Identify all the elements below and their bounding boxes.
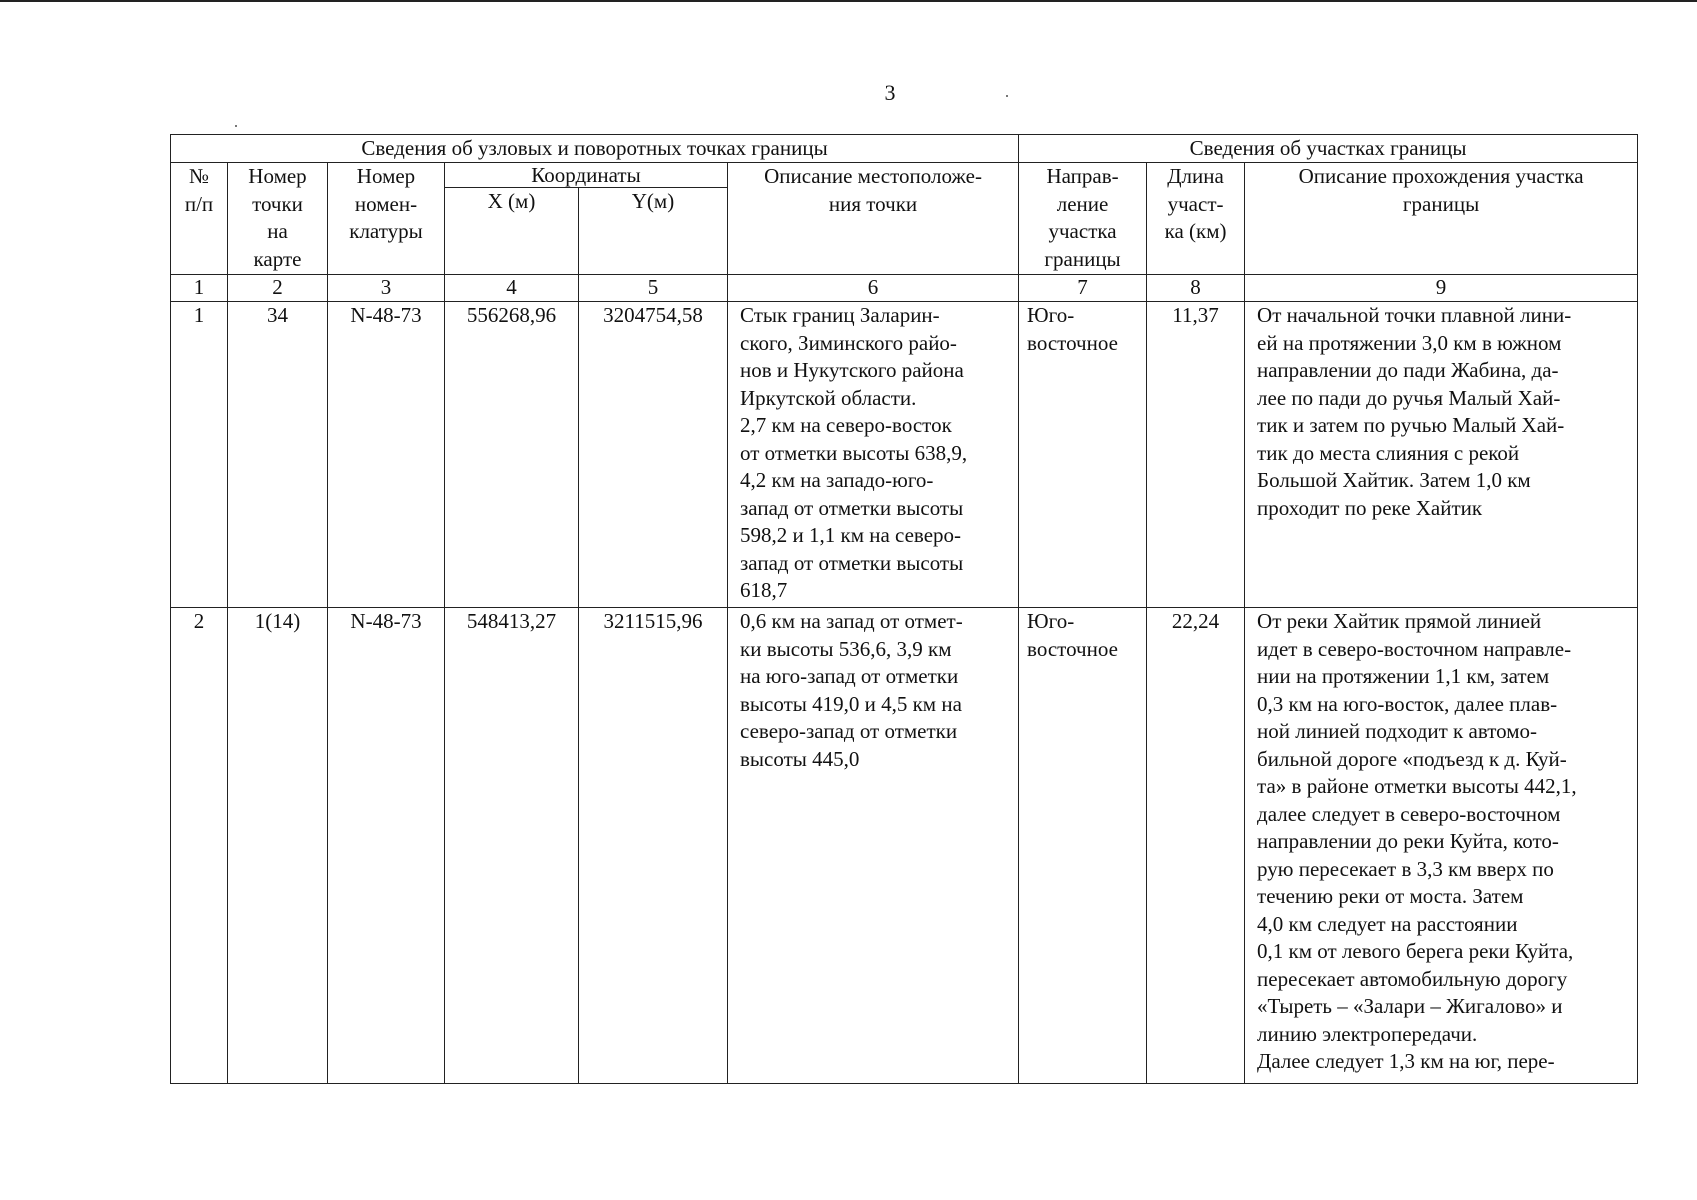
header-section-description: Описание прохождения участка границы <box>1245 163 1638 275</box>
coordinate-x: 556268,96 <box>445 302 579 608</box>
direction: Юго- восточное <box>1019 608 1147 1084</box>
table-row <box>171 302 1638 608</box>
row-index: 1 <box>171 302 228 608</box>
row-index: 2 <box>171 608 228 1084</box>
column-number: 5 <box>579 275 728 302</box>
header-coordinates: Координаты <box>445 163 728 188</box>
scan-speck <box>235 125 237 127</box>
column-number: 2 <box>228 275 328 302</box>
table-row <box>171 608 1638 1084</box>
header-x: X (м) <box>445 188 579 275</box>
coordinate-x: 548413,27 <box>445 608 579 1084</box>
column-number: 3 <box>328 275 445 302</box>
coordinate-y: 3204754,58 <box>579 302 728 608</box>
header-point-number: Номер точки на карте <box>228 163 328 275</box>
header-length: Длина участ- ка (км) <box>1147 163 1245 275</box>
direction: Юго- восточное <box>1019 302 1147 608</box>
group-header-sections: Сведения об участках границы <box>1019 135 1638 163</box>
column-number: 4 <box>445 275 579 302</box>
scan-speck <box>1006 95 1008 97</box>
point-number: 1(14) <box>228 608 328 1084</box>
coordinate-y: 3211515,96 <box>579 608 728 1084</box>
nomenclature: N-48-73 <box>328 302 445 608</box>
header-point-description: Описание местоположе- ния точки <box>728 163 1019 275</box>
top-border-line <box>0 0 1697 2</box>
column-number: 9 <box>1245 275 1638 302</box>
point-number: 34 <box>228 302 328 608</box>
column-number: 6 <box>728 275 1019 302</box>
point-description: Стык границ Заларин- ского, Зиминского райо- нов и Нукутского района Иркутской области. 2,7 км на северо-восток от отметки высоты 638,9, 4,2 км на западо-юго- запад от отметки высоты 598,2 и 1,1 км на северо- запад от отметки высоты 618,7 <box>728 302 1019 608</box>
header-direction: Направ- ление участка границы <box>1019 163 1147 275</box>
group-header-row <box>171 135 1638 163</box>
group-header-points: Сведения об узловых и поворотных точках границы <box>171 135 1019 163</box>
section-length: 22,24 <box>1147 608 1245 1084</box>
boundary-table <box>170 134 1638 1084</box>
column-number: 7 <box>1019 275 1147 302</box>
column-header-row <box>171 163 1638 188</box>
section-description: От начальной точки плавной лини- ей на протяжении 3,0 км в южном направлении до пади Жабина, да- лее по пади до ручья Малый Хай- тик и затем по ручью Малый Хай- тик до места слияния с рекой Большой Хайтик. Затем 1,0 км проходит по реке Хайтик <box>1245 302 1638 608</box>
header-nomenclature: Номер номен- клатуры <box>328 163 445 275</box>
column-number: 1 <box>171 275 228 302</box>
column-number: 8 <box>1147 275 1245 302</box>
page-number: 3 <box>884 80 896 105</box>
point-description: 0,6 км на запад от отмет- ки высоты 536,6, 3,9 км на юго-запад от отметки высоты 419,0 и 4,5 км на северо-запад от отметки высоты 445,0 <box>728 608 1019 1084</box>
nomenclature: N-48-73 <box>328 608 445 1084</box>
section-description: От реки Хайтик прямой линией идет в северо-восточном направле- нии на протяжении 1,1 км, затем 0,3 км на юго-восток, далее плав- ной линией подходит к автомо- бильной дороге «подъезд к д. Куй- та» в районе отметки высоты 442,1, далее следует в северо-восточном направлении до реки Куйта, кото- рую пересекает в 3,3 км вверх по течению реки от моста. Затем 4,0 км следует на расстоянии 0,1 км от левого берега реки Куйта, пересекает автомобильную дорогу «Тыреть – «Залари – Жигалово» и линию электропередачи. Далее следует 1,3 км на юг, пере- <box>1245 608 1638 1084</box>
column-number-row <box>171 275 1638 302</box>
section-length: 11,37 <box>1147 302 1245 608</box>
header-number: № п/п <box>171 163 228 275</box>
header-y: Y(м) <box>579 188 728 275</box>
